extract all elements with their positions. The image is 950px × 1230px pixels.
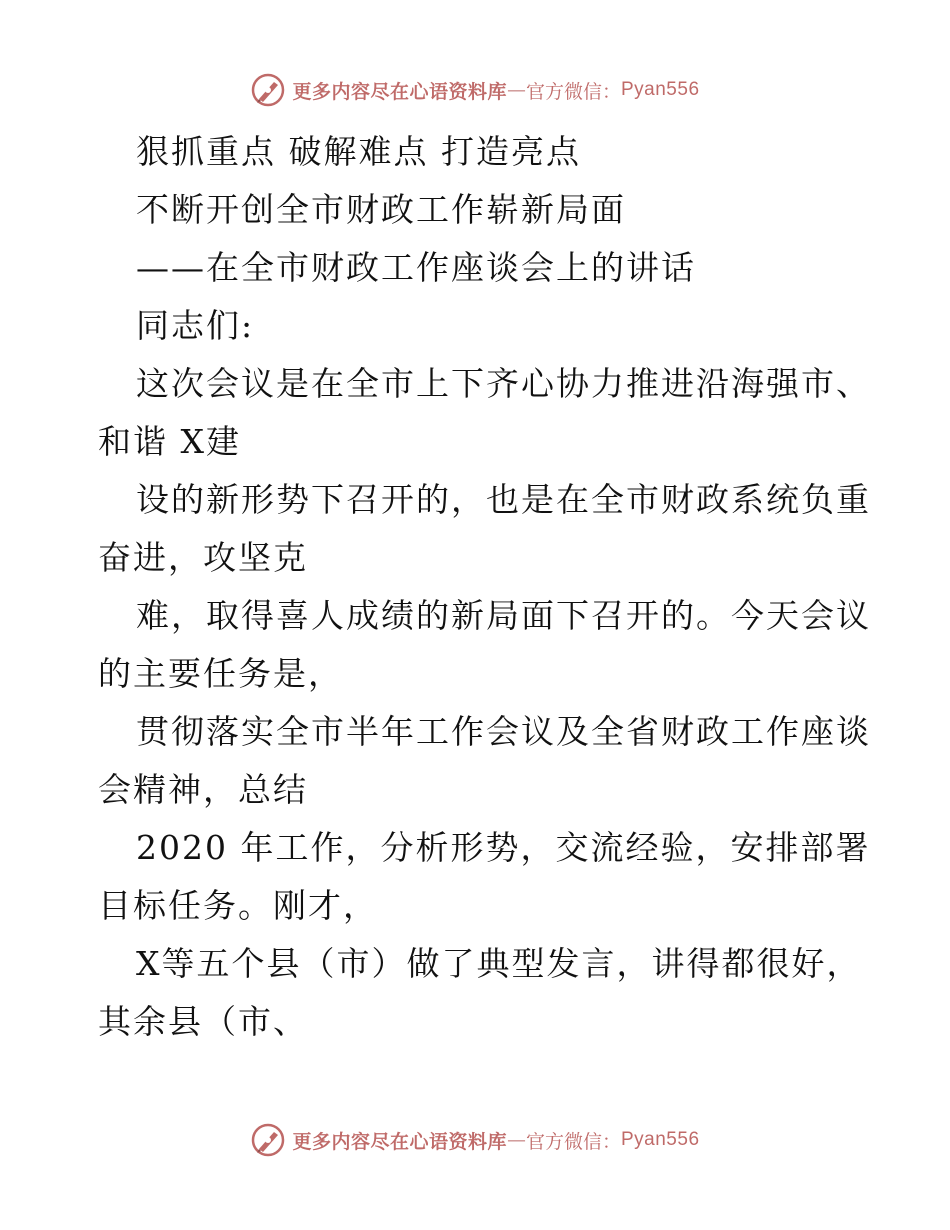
pen-seal-logo-icon — [250, 1122, 286, 1158]
watermark-wechat-label: 官方微信： — [525, 1130, 621, 1153]
paragraph-line: X等五个县（市）做了典型发言，讲得都很好， — [136, 944, 862, 983]
header-watermark — [0, 70, 950, 110]
watermark-wechat-id: Pyan556 — [621, 79, 700, 100]
paragraph-line: 其余县（市、 — [98, 1002, 308, 1041]
paragraph-line: 会精神，总结 — [98, 770, 308, 809]
pen-seal-logo-icon — [250, 72, 286, 108]
paragraph-line: 的主要任务是， — [98, 654, 343, 693]
paragraph-line: 和谐 X建 — [98, 422, 241, 461]
title-line-1: 狠抓重点 破解难点 打造亮点 — [136, 132, 581, 171]
paragraph-line: 目标任务。刚才， — [98, 886, 378, 925]
paragraph-line: 奋进，攻坚克 — [98, 538, 308, 577]
title-line-2: 不断开创全市财政工作崭新局面 — [136, 190, 626, 229]
paragraph-line: 这次会议是在全市上下齐心协力推进沿海强市、 — [136, 364, 871, 403]
paragraph-line: 设的新形势下召开的，也是在全市财政系统负重 — [136, 480, 871, 519]
paragraph-line: 贯彻落实全市半年工作会议及全省财政工作座谈 — [136, 712, 871, 751]
watermark-wechat-id: Pyan556 — [621, 1129, 700, 1150]
watermark-brand: 更多内容尽在心语资料库 — [292, 1130, 507, 1153]
footer-watermark — [0, 1120, 950, 1160]
watermark-dash: — — [506, 1129, 526, 1151]
subtitle-line: ——在全市财政工作座谈会上的讲话 — [136, 248, 696, 287]
watermark-wechat-label: 官方微信： — [525, 80, 621, 103]
paragraph-line: 2020 年工作，分析形势，交流经验，安排部署 — [136, 828, 871, 867]
document-body — [98, 123, 871, 1051]
watermark-dash: — — [506, 79, 526, 101]
salutation: 同志们: — [136, 306, 255, 345]
watermark-brand: 更多内容尽在心语资料库 — [292, 80, 507, 103]
paragraph-line: 难，取得喜人成绩的新局面下召开的。今天会议 — [136, 596, 871, 635]
